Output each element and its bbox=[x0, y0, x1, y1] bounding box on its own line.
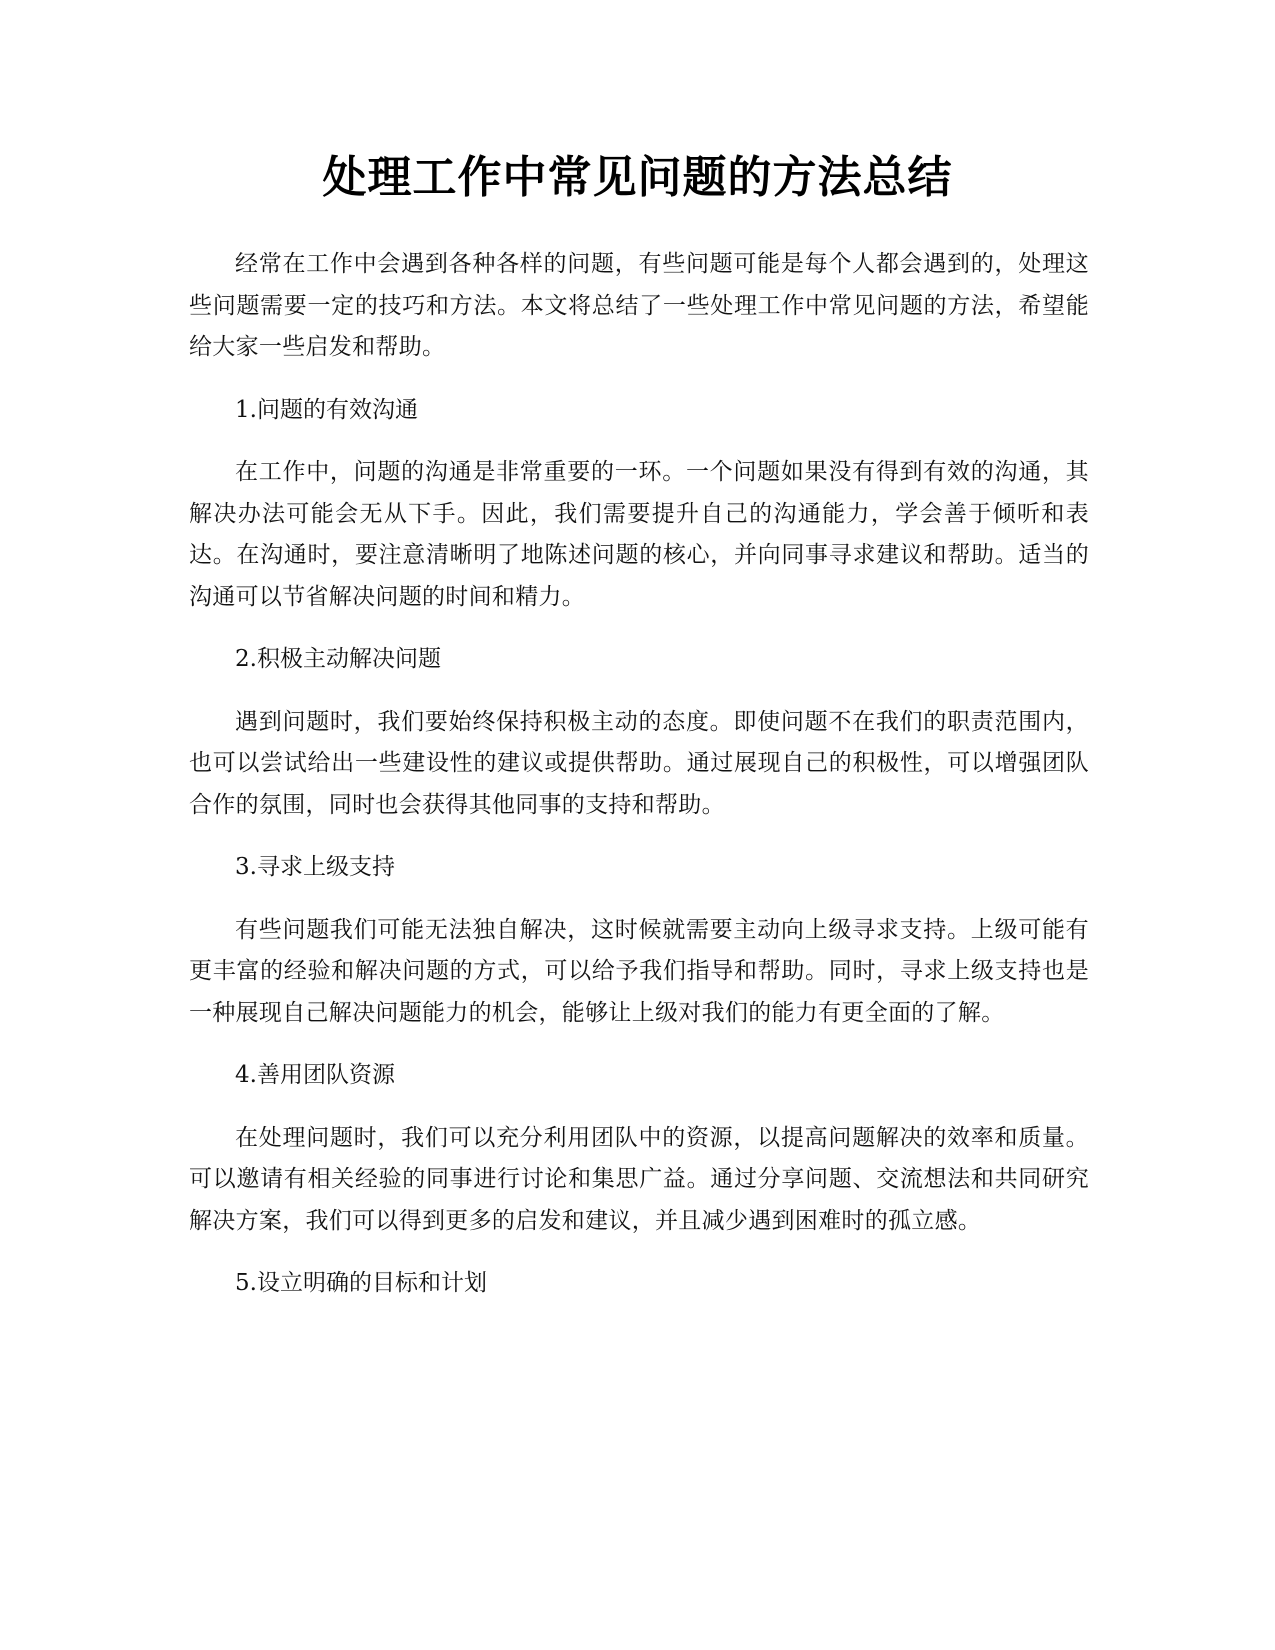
section-body-3: 有些问题我们可能无法独自解决，这时候就需要主动向上级寻求支持。上级可能有更丰富的经验和解决问题的方式，可以给予我们指导和帮助。同时，寻求上级支持也是一种展现自己解决问题能力的机会，能够让上级对我们的能力有更全面的了解。 bbox=[189, 916, 1089, 1026]
section-body-1: 在工作中，问题的沟通是非常重要的一环。一个问题如果没有得到有效的沟通，其解决办法可能会无从下手。因此，我们需要提升自己的沟通能力，学会善于倾听和表达。在沟通时，要注意清晰明了地陈述问题的核心，并向同事寻求建议和帮助。适当的沟通可以节省解决问题的时间和精力。 bbox=[189, 459, 1089, 610]
spacer bbox=[189, 826, 1089, 847]
section-body-4: 在处理问题时，我们可以充分利用团队中的资源，以提高问题解决的效率和质量。可以邀请有相关经验的同事进行讨论和集思广益。通过分享问题、交流想法和共同研究解决方案，我们可以得到更多的启发和建议，并且减少遇到困难时的孤立感。 bbox=[189, 1124, 1089, 1234]
spacer bbox=[189, 1097, 1089, 1118]
section-heading-1: 1.问题的有效沟通 bbox=[235, 396, 418, 423]
document-title: 处理工作中常见问题的方法总结 bbox=[322, 152, 953, 203]
spacer bbox=[189, 681, 1089, 702]
spacer bbox=[189, 889, 1089, 910]
document-body bbox=[189, 244, 1089, 1305]
spacer bbox=[189, 431, 1089, 452]
intro-paragraph: 经常在工作中会遇到各种各样的问题，有些问题可能是每个人都会遇到的，处理这些问题需要一定的技巧和方法。本文将总结了一些处理工作中常见问题的方法，希望能给大家一些启发和帮助。 bbox=[189, 251, 1089, 360]
section-heading-5: 5.设立明确的目标和计划 bbox=[235, 1270, 487, 1296]
spacer bbox=[189, 1242, 1089, 1263]
section-heading-3: 3.寻求上级支持 bbox=[235, 854, 395, 880]
section-body-2: 遇到问题时，我们要始终保持积极主动的态度。即使问题不在我们的职责范围内，也可以尝试给出一些建设性的建议或提供帮助。通过展现自己的积极性，可以增强团队合作的氛围，同时也会获得其他同事的支持和帮助。 bbox=[189, 708, 1089, 818]
spacer bbox=[189, 618, 1089, 639]
section-heading-4: 4.善用团队资源 bbox=[235, 1062, 395, 1088]
spacer bbox=[189, 1034, 1089, 1055]
spacer bbox=[189, 369, 1089, 390]
section-heading-2: 2.积极主动解决问题 bbox=[235, 646, 441, 672]
